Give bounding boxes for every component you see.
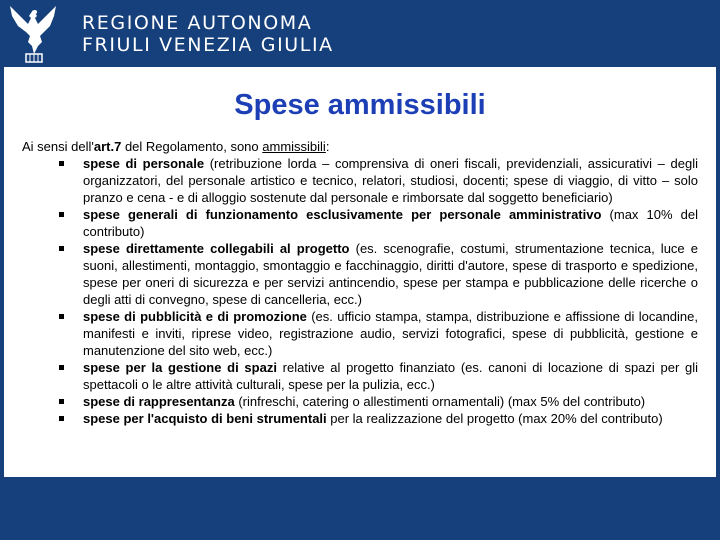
item-text: relative al progetto finanziato (es. canoni di locazione di spazi per gli spettacoli o le altre attività culturali, spese per la pulizia, ecc.)	[83, 360, 698, 392]
item-bold: spese di personale	[83, 156, 205, 171]
footer-band	[0, 477, 720, 540]
item-bold: spese di pubblicità e di promozione	[83, 309, 307, 324]
bullet-icon	[59, 314, 64, 319]
intro-line	[22, 138, 698, 155]
list-item	[22, 155, 698, 206]
region-name	[82, 12, 334, 56]
list-item	[22, 359, 698, 393]
item-bold: spese di rappresentanza	[83, 394, 235, 409]
item-bold: spese direttamente collegabili al progetto	[83, 241, 350, 256]
item-text: (es. ufficio stampa, stampa, distribuzione e affissione di locandine, manifesti e inviti, riprese video, registrazione audio, servizi fotografici, spese di pubblicità, gestione e manutenzione del sito web, ecc.)	[83, 309, 698, 358]
list-item	[22, 308, 698, 359]
intro-article: art.7	[93, 139, 122, 154]
item-bold: spese per la gestione di spazi	[83, 360, 277, 375]
bullet-icon	[59, 161, 64, 166]
item-bold: spese per l'acquisto di beni strumentali	[83, 411, 327, 426]
item-text: (max 10% del contributo)	[83, 207, 699, 239]
frame-left-border	[0, 67, 4, 477]
header-band	[0, 0, 720, 67]
region-line-2: FRIULI VENEZIA GIULIA	[82, 34, 334, 56]
item-text: (es. scenografie, costumi, strumentazione tecnica, luce e suoni, allestimenti, montaggio, smontaggio e facchinaggio, diritti d'autore, spese di trasporto e spedizione, spese per oneri di sicurezza e per servizi antincendio, spese per stampa e pubblicazione delle ricerche o degli atti di convegno, spese di cancelleria, ecc.)	[83, 241, 699, 307]
bullet-icon	[59, 416, 64, 421]
bullet-icon	[59, 399, 64, 404]
list-item	[22, 393, 698, 410]
item-bold: spese generali di funzionamento esclusivamente per personale amministrativo	[83, 207, 602, 222]
bullet-icon	[59, 212, 64, 217]
intro-underlined: ammissibili	[262, 139, 326, 154]
list-item	[22, 240, 698, 308]
page-title: Spese ammissibili	[234, 89, 486, 121]
list-item	[22, 206, 698, 240]
intro-middle: del Regolamento, sono	[121, 139, 263, 154]
body-content	[22, 138, 698, 427]
eagle-crest-icon	[4, 2, 62, 64]
frame-right-border	[716, 67, 720, 477]
item-text: per la realizzazione del progetto (max 20% del contributo)	[326, 411, 663, 426]
intro-prefix: Ai sensi dell'	[22, 139, 94, 154]
region-line-1: REGIONE AUTONOMA	[82, 12, 313, 34]
expense-list	[22, 155, 698, 427]
list-item	[22, 410, 698, 427]
bullet-icon	[59, 246, 64, 251]
bullet-icon	[59, 365, 64, 370]
item-text: (rinfreschi, catering o allestimenti ornamentali) (max 5% del contributo)	[234, 394, 646, 409]
item-text: (retribuzione lorda – comprensiva di oneri fiscali, previdenziali, assicurativi – degli organizzatori, del personale artistico e tecnico, relatori, studiosi, docenti; spese di viaggio, di vitto – solo pranzo e cena - e di alloggio sostenute dal personale e rimborsate dal soggetto beneficiario)	[83, 156, 698, 205]
intro-suffix: :	[325, 139, 330, 154]
